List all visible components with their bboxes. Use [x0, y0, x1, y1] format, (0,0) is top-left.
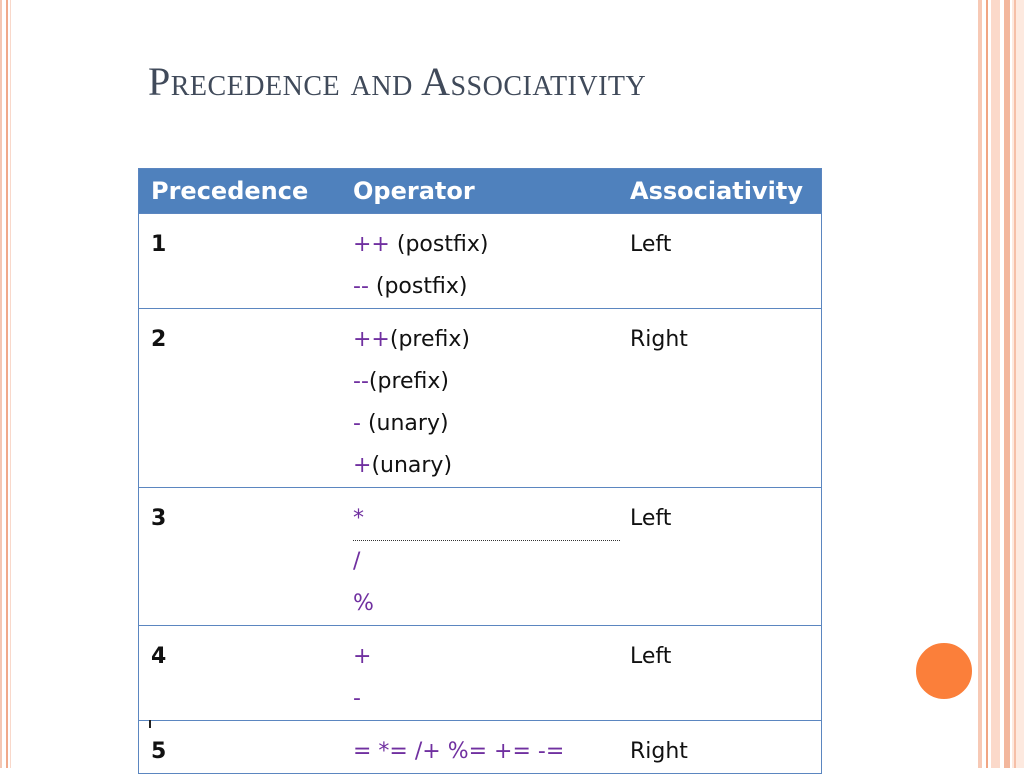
table-row	[139, 626, 822, 721]
operator-line	[353, 498, 620, 541]
operator-line	[353, 636, 618, 678]
table-row	[139, 488, 822, 626]
operator-line	[353, 678, 618, 720]
operator-cell	[341, 626, 618, 721]
precedence-cell: 4	[139, 626, 342, 721]
operator-description: (unary)	[360, 411, 449, 436]
operator-symbol: ++	[353, 327, 390, 352]
precedence-cell: 3	[139, 488, 342, 626]
operator-line	[353, 445, 618, 487]
table-row	[139, 309, 822, 488]
operator-symbol: %	[353, 591, 374, 616]
operator-symbol: --	[353, 369, 369, 394]
operator-line	[353, 361, 618, 403]
left-border-line-faint	[10, 0, 11, 768]
operator-description: (postfix)	[389, 232, 489, 257]
header-precedence: Precedence	[139, 169, 342, 214]
left-border-line-inner	[6, 0, 8, 768]
operator-description: (unary)	[371, 453, 453, 478]
operator-symbol: --	[353, 274, 369, 299]
associativity-cell: Left	[618, 214, 822, 309]
stray-mark	[149, 720, 151, 728]
slide-title: Precedence and Associativity	[148, 59, 647, 104]
left-border-line	[0, 0, 2, 768]
table-row	[139, 214, 822, 309]
precedence-cell: 1	[139, 214, 342, 309]
operator-description: (prefix)	[368, 369, 449, 394]
precedence-cell: 2	[139, 309, 342, 488]
operator-cell	[341, 721, 618, 774]
operator-line	[353, 224, 618, 266]
operator-cell	[341, 309, 618, 488]
operator-line	[353, 541, 618, 583]
operator-symbol: -	[353, 411, 361, 436]
table-row	[139, 721, 822, 774]
table-header-row	[139, 169, 822, 214]
associativity-cell: Right	[618, 309, 822, 488]
operator-cell	[341, 214, 618, 309]
operator-line	[353, 266, 618, 308]
associativity-cell: Left	[618, 626, 822, 721]
operator-symbol: = *= /+ %= += -=	[353, 739, 565, 764]
operator-symbol: *	[353, 506, 364, 531]
operator-symbol: -	[353, 686, 361, 711]
operator-description: (prefix)	[389, 327, 470, 352]
operator-line	[353, 583, 618, 625]
header-associativity: Associativity	[618, 169, 822, 214]
operator-line	[353, 319, 618, 361]
right-decorative-stripes	[974, 0, 1024, 768]
associativity-cell: Left	[618, 488, 822, 626]
precedence-cell: 5	[139, 721, 342, 774]
operator-symbol: /	[353, 549, 361, 574]
operator-line	[353, 731, 618, 773]
header-operator: Operator	[341, 169, 618, 214]
operator-symbol: ++	[353, 232, 390, 257]
operator-symbol: +	[353, 644, 372, 669]
operator-symbol: +	[353, 453, 372, 478]
operator-line	[353, 403, 618, 445]
operator-cell	[341, 488, 618, 626]
precedence-table	[138, 168, 822, 774]
associativity-cell: Right	[618, 721, 822, 774]
accent-circle	[913, 640, 975, 702]
operator-description: (postfix)	[368, 274, 468, 299]
